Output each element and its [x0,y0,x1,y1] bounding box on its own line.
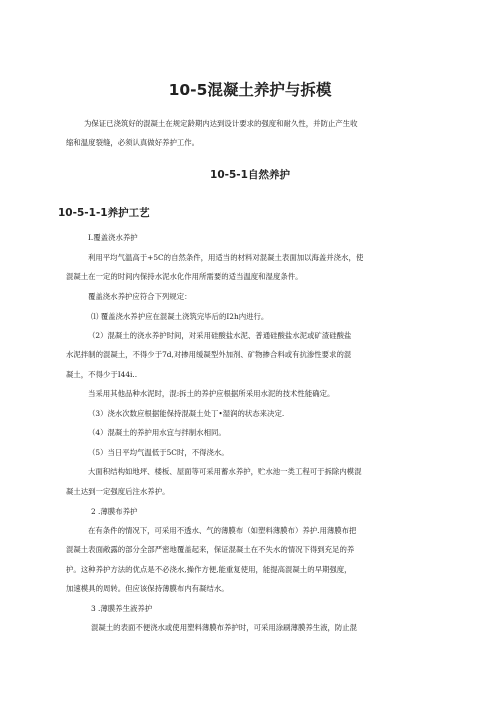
body-line: 加速模具的周转。但应该保持薄膜布内有凝结水。 [66,584,229,593]
body-line: 当采用其他品种水泥时，混:拆土的养护应根据所采用水泥的技术性能确定。 [88,389,335,398]
intro-line-1: 为保证已浇筑好的混凝土在规定龄期内达到设计要求的强度和耐久性，并防止产生收 [84,119,358,128]
body-line: 大面积结构如地坪、楼板、屋面等可采用蓄水养护，贮水池一类工程可于拆除内模混 [88,467,362,476]
page-title: 10-5混凝土养护与拆模 [168,81,332,99]
body-line: 混凝土在一定的时间内保持水泥水化作用所需要的适当温度和湿度条件。 [66,272,303,281]
body-line: 凝土达到一定强度后注水养护。 [66,487,170,496]
body-line: （4）混凝土的养护用水宜与拌制水相同。 [88,428,226,437]
subsection-heading: 10-5-1-1养护工艺 [58,207,150,219]
body-line: 在有条件的情况下，可采用不透水、气的薄膜布（如塑料薄膜布）养护.用薄膜布把 [88,526,357,535]
body-line: 水泥拌制的混凝土，不得少于7d,对掺用缓凝型外加剂、矿物掺合料或有抗渗性要求的混 [66,350,352,359]
section-heading: 10-5-1自然养护 [210,169,290,181]
intro-line-2: 缩和温度裂缝，必须认真做好养护工作。 [66,138,200,147]
body-line: （3）浇水次数应根据能保持混凝土处丁•湿润的状态来决定. [88,409,285,418]
body-line: （2）混凝土的浇水养护时间，对采用硅酸盐水泥、普通硅酸盐水泥或矿渣硅酸盐 [88,331,352,340]
body-line: ⑴ 覆盖浇水养护应在混凝土浇筑完毕后的I2h内进行。 [91,312,269,321]
body-line: （5）当日平均气温低于5C时，不得浇水。 [88,448,229,457]
body-line: 2 .薄膜布养护 [91,507,138,516]
body-line: 护。这种养护方法的优点是不必浇水,操作方便,能重复使用，能提高混凝土的早期强度， [66,565,352,574]
body-line: 混凝土表面敞露的部分全部严密地覆盖起来，保证混凝土在不失水的情况下得到充足的养 [66,545,355,554]
body-line: 覆盖浇水养护应符合下列规定： [88,292,192,301]
body-line: 混凝土的表面不便浇水或使用塑料薄膜布养护时，可采用涂刷薄膜养生液，防止混 [91,623,358,632]
body-line: 凝土，不得少于I44i.. [66,370,138,379]
body-line: 3 .薄膜养生液养护 [91,604,153,613]
body-line: I.覆盖浇水养护 [88,233,138,242]
body-line: 利用平均气温高于+5C的自然条件，用适当的材料对混凝土表面加以海盖并浇水，使 [88,253,364,262]
